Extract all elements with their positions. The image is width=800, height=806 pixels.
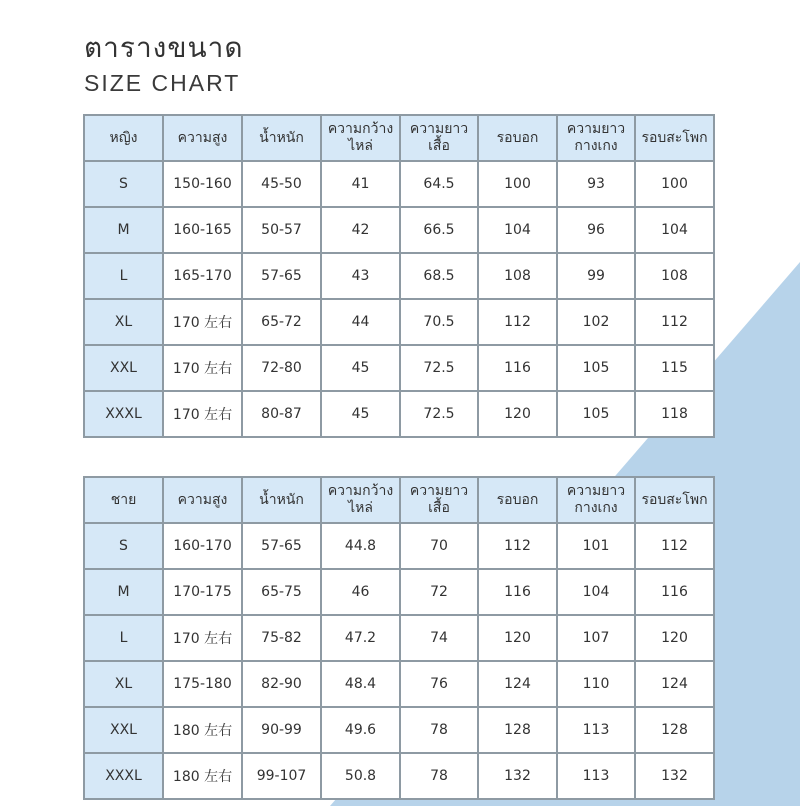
table-cell: 100 xyxy=(635,161,714,207)
column-header: ความกว้าง ไหล่ xyxy=(321,115,400,161)
column-header: น้ำหนัก xyxy=(242,115,321,161)
table-cell: 72.5 xyxy=(400,391,478,437)
page-heading xyxy=(84,30,244,98)
table-cell: 99 xyxy=(557,253,635,299)
table-cell: 170 左右 xyxy=(163,299,242,345)
table-cell: 64.5 xyxy=(400,161,478,207)
table-cell: 57-65 xyxy=(242,523,321,569)
size-label-cell: L xyxy=(84,253,163,299)
size-label-cell: L xyxy=(84,615,163,661)
table-cell: 70.5 xyxy=(400,299,478,345)
table-cell: 75-82 xyxy=(242,615,321,661)
size-label-cell: S xyxy=(84,523,163,569)
table-cell: 68.5 xyxy=(400,253,478,299)
table-row xyxy=(84,345,714,391)
table-row xyxy=(84,523,714,569)
title-thai: ตารางขนาด xyxy=(84,31,244,64)
table-row xyxy=(84,569,714,615)
size-label-cell: XL xyxy=(84,299,163,345)
table-cell: 102 xyxy=(557,299,635,345)
table-cell: 104 xyxy=(478,207,557,253)
column-header: รอบอก xyxy=(478,477,557,523)
women-size-table xyxy=(83,114,715,438)
table-cell: 44 xyxy=(321,299,400,345)
table-cell: 74 xyxy=(400,615,478,661)
size-label-cell: XXXL xyxy=(84,753,163,799)
size-label-cell: XXXL xyxy=(84,391,163,437)
size-label-cell: XL xyxy=(84,661,163,707)
table-cell: 113 xyxy=(557,707,635,753)
table-row xyxy=(84,707,714,753)
table-cell: 115 xyxy=(635,345,714,391)
column-header: รอบสะโพก xyxy=(635,477,714,523)
column-header: ความยาว เสื้อ xyxy=(400,477,478,523)
table-cell: 78 xyxy=(400,753,478,799)
table-cell: 72-80 xyxy=(242,345,321,391)
table-cell: 104 xyxy=(557,569,635,615)
table-cell: 112 xyxy=(635,299,714,345)
table-cell: 42 xyxy=(321,207,400,253)
table-cell: 104 xyxy=(635,207,714,253)
table-row xyxy=(84,391,714,437)
table-cell: 124 xyxy=(478,661,557,707)
table-cell: 96 xyxy=(557,207,635,253)
table-row xyxy=(84,753,714,799)
table-row xyxy=(84,661,714,707)
size-label-cell: M xyxy=(84,569,163,615)
table-cell: 44.8 xyxy=(321,523,400,569)
table-cell: 132 xyxy=(635,753,714,799)
table-cell: 90-99 xyxy=(242,707,321,753)
size-label-cell: S xyxy=(84,161,163,207)
column-header: ความสูง xyxy=(163,115,242,161)
table-header-row xyxy=(84,477,714,523)
table-cell: 116 xyxy=(478,345,557,391)
table-cell: 170 左右 xyxy=(163,615,242,661)
table-cell: 72 xyxy=(400,569,478,615)
column-header: รอบสะโพก xyxy=(635,115,714,161)
table-cell: 80-87 xyxy=(242,391,321,437)
table-cell: 70 xyxy=(400,523,478,569)
table-cell: 128 xyxy=(635,707,714,753)
table-row xyxy=(84,207,714,253)
table-cell: 48.4 xyxy=(321,661,400,707)
table-cell: 66.5 xyxy=(400,207,478,253)
table-row xyxy=(84,615,714,661)
table-cell: 108 xyxy=(478,253,557,299)
column-header: ความยาว กางเกง xyxy=(557,115,635,161)
table-cell: 45-50 xyxy=(242,161,321,207)
table-row xyxy=(84,253,714,299)
table-cell: 112 xyxy=(478,523,557,569)
table-cell: 112 xyxy=(478,299,557,345)
column-header: ความสูง xyxy=(163,477,242,523)
men-size-table xyxy=(83,476,715,800)
table-cell: 180 左右 xyxy=(163,707,242,753)
table-cell: 124 xyxy=(635,661,714,707)
table-cell: 105 xyxy=(557,345,635,391)
table-cell: 47.2 xyxy=(321,615,400,661)
table-cell: 112 xyxy=(635,523,714,569)
table-cell: 43 xyxy=(321,253,400,299)
gender-header: หญิง xyxy=(84,115,163,161)
table-cell: 50.8 xyxy=(321,753,400,799)
title-english: SIZE CHART xyxy=(84,70,241,96)
table-cell: 101 xyxy=(557,523,635,569)
table-cell: 150-160 xyxy=(163,161,242,207)
table-cell: 165-170 xyxy=(163,253,242,299)
table-cell: 76 xyxy=(400,661,478,707)
table-header-row xyxy=(84,115,714,161)
table-cell: 65-72 xyxy=(242,299,321,345)
table-cell: 110 xyxy=(557,661,635,707)
table-cell: 41 xyxy=(321,161,400,207)
table-cell: 45 xyxy=(321,391,400,437)
table-cell: 180 左右 xyxy=(163,753,242,799)
table-cell: 65-75 xyxy=(242,569,321,615)
table-cell: 45 xyxy=(321,345,400,391)
table-cell: 108 xyxy=(635,253,714,299)
table-cell: 128 xyxy=(478,707,557,753)
table-cell: 175-180 xyxy=(163,661,242,707)
size-label-cell: XXL xyxy=(84,345,163,391)
table-row xyxy=(84,299,714,345)
table-row xyxy=(84,161,714,207)
table-cell: 116 xyxy=(478,569,557,615)
table-cell: 160-170 xyxy=(163,523,242,569)
table-cell: 120 xyxy=(478,615,557,661)
table-cell: 78 xyxy=(400,707,478,753)
size-label-cell: XXL xyxy=(84,707,163,753)
table-cell: 57-65 xyxy=(242,253,321,299)
table-cell: 120 xyxy=(478,391,557,437)
table-cell: 99-107 xyxy=(242,753,321,799)
table-cell: 170 左右 xyxy=(163,391,242,437)
column-header: ความยาว เสื้อ xyxy=(400,115,478,161)
table-cell: 46 xyxy=(321,569,400,615)
table-cell: 120 xyxy=(635,615,714,661)
table-cell: 160-165 xyxy=(163,207,242,253)
table-cell: 105 xyxy=(557,391,635,437)
column-header: ความกว้าง ไหล่ xyxy=(321,477,400,523)
table-cell: 107 xyxy=(557,615,635,661)
table-cell: 132 xyxy=(478,753,557,799)
table-cell: 82-90 xyxy=(242,661,321,707)
table-cell: 93 xyxy=(557,161,635,207)
column-header: รอบอก xyxy=(478,115,557,161)
column-header: ความยาว กางเกง xyxy=(557,477,635,523)
table-cell: 113 xyxy=(557,753,635,799)
table-cell: 170-175 xyxy=(163,569,242,615)
table-cell: 170 左右 xyxy=(163,345,242,391)
table-cell: 50-57 xyxy=(242,207,321,253)
column-header: น้ำหนัก xyxy=(242,477,321,523)
table-cell: 49.6 xyxy=(321,707,400,753)
table-cell: 118 xyxy=(635,391,714,437)
table-cell: 72.5 xyxy=(400,345,478,391)
size-label-cell: M xyxy=(84,207,163,253)
gender-header: ชาย xyxy=(84,477,163,523)
table-cell: 116 xyxy=(635,569,714,615)
table-cell: 100 xyxy=(478,161,557,207)
